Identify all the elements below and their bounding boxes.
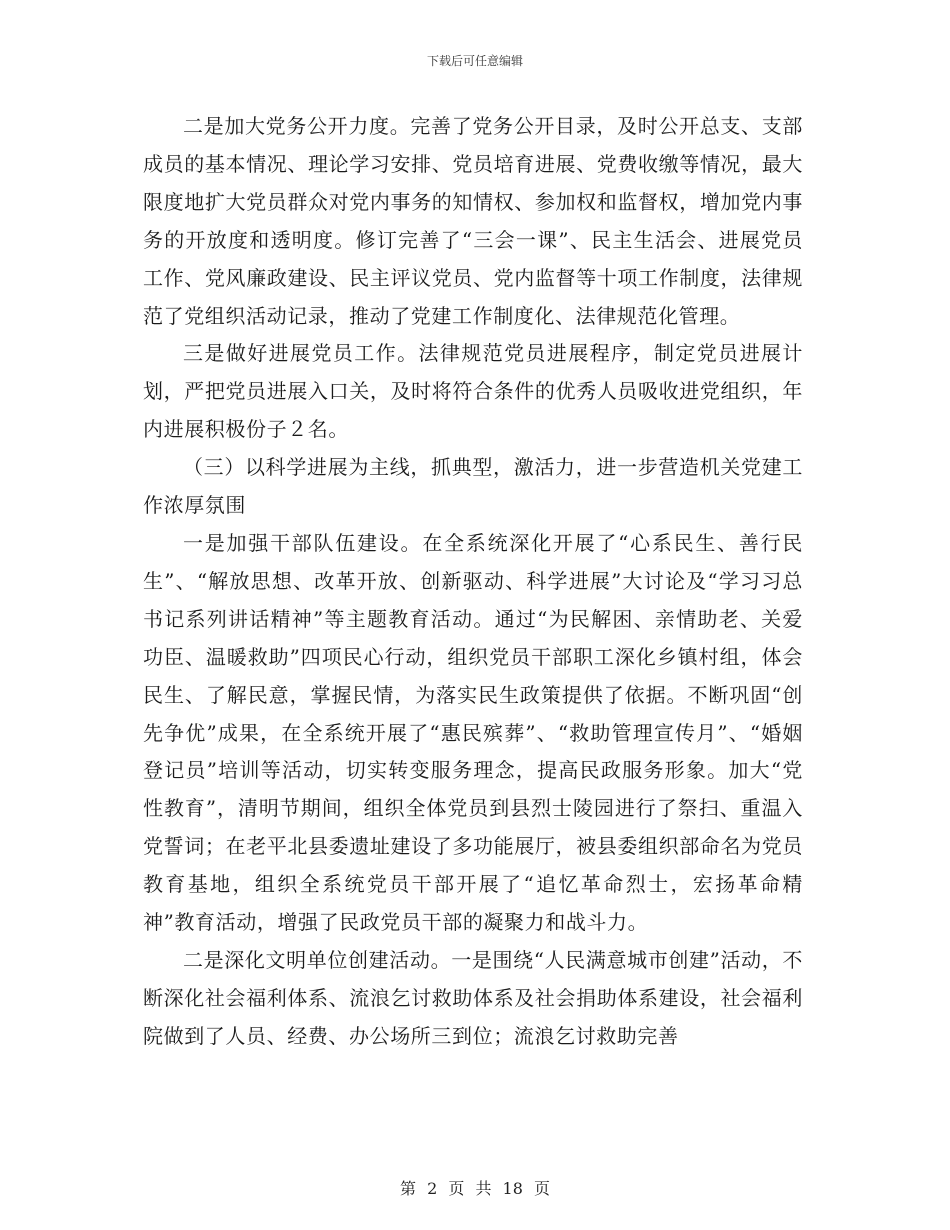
section-heading-three: （三）以科学进展为主线，抓典型，激活力，进一步营造机关党建工作浓厚氛围	[143, 455, 803, 518]
paragraph-party-affairs-openness: 二是加大党务公开力度。完善了党务公开目录，及时公开总支、支部成员的基本情况、理论学习安排、党员培育进展、党费收缴等情况，最大限度地扩大党员群众对党内事务的知情权、参加权和监督权，增加党内事务的开放度和透明度。修订完善了“三会一课”、民主生活会、进展党员工作、党风廉政建设、民主评议党员、党内监督等十项工作制度，法律规范了党组织活动记录，推动了党建工作制度化、法律规范化管理。	[143, 114, 803, 328]
paragraph-civilized-unit-creation: 二是深化文明单位创建活动。一是围绕“人民满意城市创建”活动，不断深化社会福利体系、流浪乞讨救助体系及社会捐助体系建设，社会福利院做到了人员、经费、办公场所三到位；流浪乞讨救助完善	[143, 947, 803, 1048]
page-footer: 第 2 页 共 18 页	[400, 1179, 550, 1198]
document-body	[143, 108, 803, 1056]
paragraph-member-development: 三是做好进展党员工作。法律规范党员进展程序，制定党员进展计划，严把党员进展入口关，及时将符合条件的优秀人员吸收进党组织，年内进展积极份子２名。	[143, 341, 803, 442]
paragraph-cadre-team-building: 一是加强干部队伍建设。在全系统深化开展了“心系民生、善行民生”、“解放思想、改革开放、创新驱动、科学进展”大讨论及“学习习总书记系列讲话精神”等主题教育活动。通过“为民解困、亲情助老、关爱功臣、温暖救助”四项民心行动，组织党员干部职工深化乡镇村组，体会民生、了解民意，掌握民情，为落实民生政策提供了依据。不断巩固“创先争优”成果，在全系统开展了“惠民殡葬”、“救助管理宣传月”、“婚姻登记员”培训等活动，切实转变服务理念，提高民政服务形象。加大“党性教育”，清明节期间，组织全体党员到县烈士陵园进行了祭扫、重温入党誓词；在老平北县委遗址建设了多功能展厅，被县委组织部命名为党员教育基地，组织全系统党员干部开展了“追忆革命烈士，宏扬革命精神”教育活动，增强了民政党员干部的凝聚力和战斗力。	[143, 530, 803, 935]
page-header: 下载后可任意编辑	[426, 54, 523, 68]
